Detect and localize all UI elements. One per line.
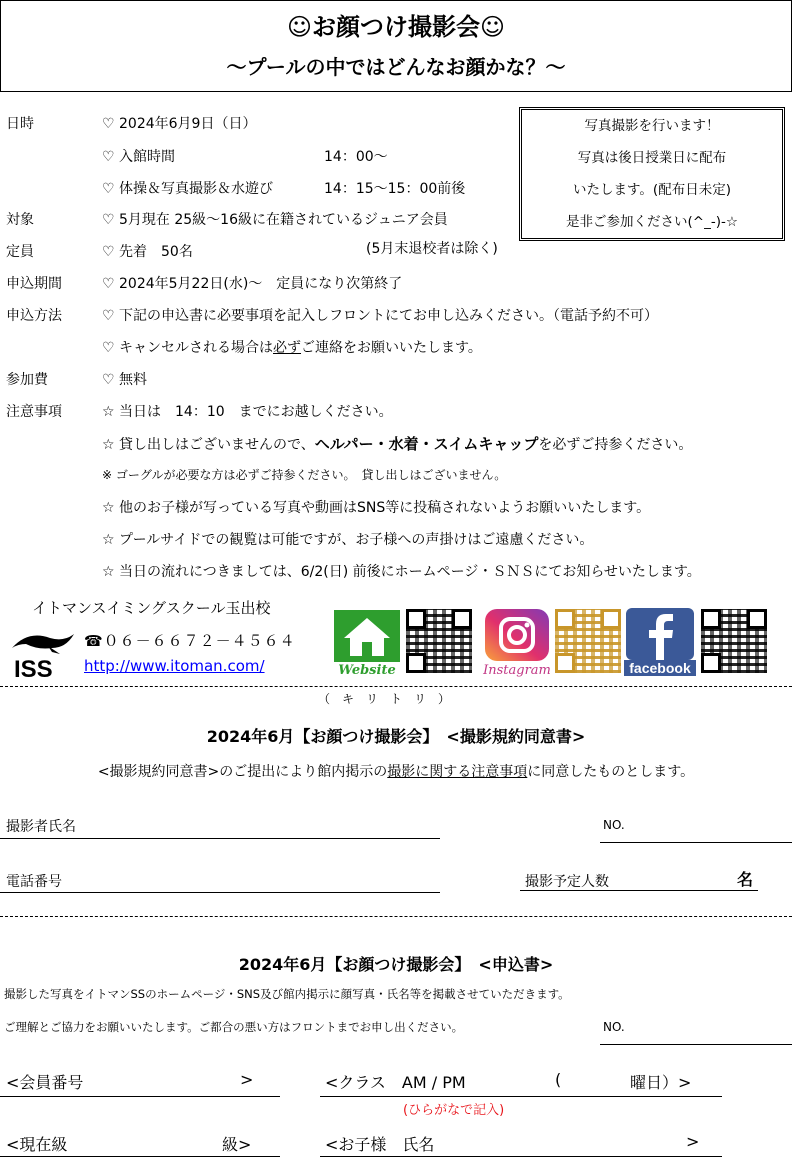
application-no-label: NO.	[603, 1020, 625, 1034]
method-text-2-underline: 必ず	[273, 340, 302, 356]
cut-line-divider	[0, 686, 792, 687]
school-phone: ☎０６－６６７２－４５６４	[84, 632, 296, 650]
capacity-label: 定員	[6, 244, 34, 260]
capacity-note: (5月末退校者は除く)	[366, 241, 498, 257]
note-2-pre: ☆ 貸し出しはございませんので、	[102, 437, 315, 453]
target-value: ♡ 5月現在 25級～16級に在籍されているジュニア会員	[102, 212, 448, 228]
period-label: 申込期間	[6, 276, 62, 292]
school-name: イトマンスイミングスクール玉出校	[32, 599, 271, 617]
website-icon[interactable]	[332, 610, 402, 676]
activity-label: ♡ 体操＆写真撮影＆水遊び	[102, 181, 274, 197]
current-grade-close: 級>	[222, 1135, 252, 1154]
method-text-2	[102, 337, 482, 357]
instagram-icon-label: Instagram	[483, 663, 551, 677]
facebook-icon[interactable]	[624, 608, 696, 676]
consent-no-label: NO.	[603, 818, 625, 832]
entry-time: 14：00～	[324, 149, 388, 165]
member-number-field[interactable]	[0, 1096, 280, 1097]
class-paren: (	[555, 1070, 562, 1089]
method-text-2-post: ご連絡をお願いいたします。	[301, 340, 482, 356]
page-subtitle: ～プールの中ではどんなお顔かな？～	[226, 55, 566, 79]
consent-text-underline: 撮影に関する注意事項	[387, 764, 528, 780]
hiragana-note: (ひらがなで記入)	[403, 1103, 505, 1118]
member-number-close: >	[240, 1070, 254, 1089]
method-text-2-pre: ♡ キャンセルされる場合は	[102, 340, 274, 356]
method-label: 申込方法	[6, 308, 62, 324]
consent-text-post: に同意したものとします。	[527, 764, 695, 780]
target-label: 対象	[6, 212, 34, 228]
instagram-qr-code	[555, 609, 621, 673]
capacity-value: ♡ 先着 50名	[102, 244, 193, 260]
current-grade-field[interactable]	[0, 1156, 280, 1157]
date-value: ♡ 2024年6月9日（日）	[102, 116, 257, 132]
school-website-link[interactable]: http://www.itoman.com/	[84, 657, 265, 675]
website-qr-code	[406, 609, 472, 673]
notes-label: 注意事項	[6, 404, 62, 420]
note-2-post: を必ずご持参ください。	[538, 437, 693, 453]
note-3: ※ ゴーグルが必要な方は必ずご持参ください。 貸し出しはございません。	[102, 468, 507, 482]
entry-label: ♡ 入館時間	[102, 149, 176, 165]
class-field[interactable]	[320, 1096, 722, 1097]
child-name-close: >	[686, 1132, 700, 1151]
application-text-1: 撮影した写真をイトマンSSのホームページ・SNS及び館内掲示に顔写真・氏名等を掲載させていただきます。	[4, 987, 570, 1001]
child-name-field[interactable]	[320, 1156, 722, 1157]
page-title: ☺お顔つけ撮影会☺	[286, 13, 506, 41]
application-text-2: ご理解とご協力をお願いいたします。ご都合の悪い方はフロントまでお申し出ください。	[4, 1020, 464, 1034]
photo-note-line-4: 是非ご参加ください(^_-)-☆	[566, 214, 738, 230]
photo-note-line-1: 写真撮影を行います！	[584, 118, 720, 134]
title-box	[0, 0, 792, 92]
facebook-icon-label: facebook	[629, 660, 691, 676]
note-1: ☆ 当日は 14：10 までにお越しください。	[102, 404, 393, 420]
phone-number-label: 電話番号	[6, 874, 62, 890]
cut-line-label: （ キ リ ト リ ）	[318, 692, 451, 706]
iss-logo-text: ISS	[14, 656, 53, 682]
fee-label: 参加費	[6, 372, 48, 388]
phone-number-field[interactable]	[0, 892, 440, 893]
method-text-1: ♡ 下記の申込書に必要事項を記入しフロントにてお申し込みください。（電話予約不可）	[102, 308, 658, 324]
consent-no-field[interactable]	[600, 842, 792, 843]
note-4: ☆ 他のお子様が写っている写真や動画はSNS等に投稿されないようお願いいたします。	[102, 500, 651, 516]
photo-note-line-2: 写真は後日授業日に配布	[577, 150, 727, 166]
photo-count-field[interactable]	[520, 890, 758, 891]
fee-value: ♡ 無料	[102, 372, 148, 388]
note-5: ☆ プールサイドでの観覧は可能ですが、お子様への声掛けはご遠慮ください。	[102, 532, 594, 548]
photo-note-line-3: いたします。(配布日未定)	[573, 182, 731, 198]
note-2-bold: ヘルパー・水着・スイムキャップ	[314, 435, 539, 453]
photographer-name-label: 撮影者氏名	[6, 819, 76, 835]
section-divider	[0, 916, 792, 917]
facebook-qr-code	[701, 609, 767, 673]
child-name-label: <お子様 氏名	[325, 1135, 435, 1154]
application-no-field[interactable]	[600, 1044, 792, 1045]
current-grade-label: <現在級	[6, 1135, 68, 1154]
class-day-label: 曜日）>	[630, 1073, 692, 1092]
photographer-name-field[interactable]	[0, 838, 440, 839]
consent-title: 2024年6月【お顔つけ撮影会】 <撮影規約同意書>	[206, 727, 586, 746]
note-6: ☆ 当日の流れにつきましては、6/2(日) 前後にホームページ・ＳＮＳにてお知らせいたします。	[102, 564, 701, 580]
consent-text-pre: <撮影規約同意書>のご提出により館内掲示の	[97, 764, 388, 780]
photo-count-label: 撮影予定人数	[525, 874, 609, 890]
consent-text	[0, 761, 792, 781]
note-2	[102, 433, 692, 454]
application-title: 2024年6月【お顔つけ撮影会】 <申込書>	[238, 955, 554, 974]
photo-count-unit: 名	[737, 870, 754, 889]
instagram-icon[interactable]	[481, 609, 553, 677]
period-value: ♡ 2024年5月22日(水)～ 定員になり次第終了	[102, 276, 403, 292]
iss-logo	[8, 628, 76, 682]
class-label: <クラス AM / PM	[325, 1073, 466, 1092]
photo-note-box	[519, 107, 785, 241]
website-icon-label: Website	[338, 663, 396, 676]
activity-time: 14：15～15：00前後	[324, 181, 466, 197]
date-label: 日時	[6, 116, 34, 132]
member-number-label: <会員番号	[6, 1073, 84, 1092]
